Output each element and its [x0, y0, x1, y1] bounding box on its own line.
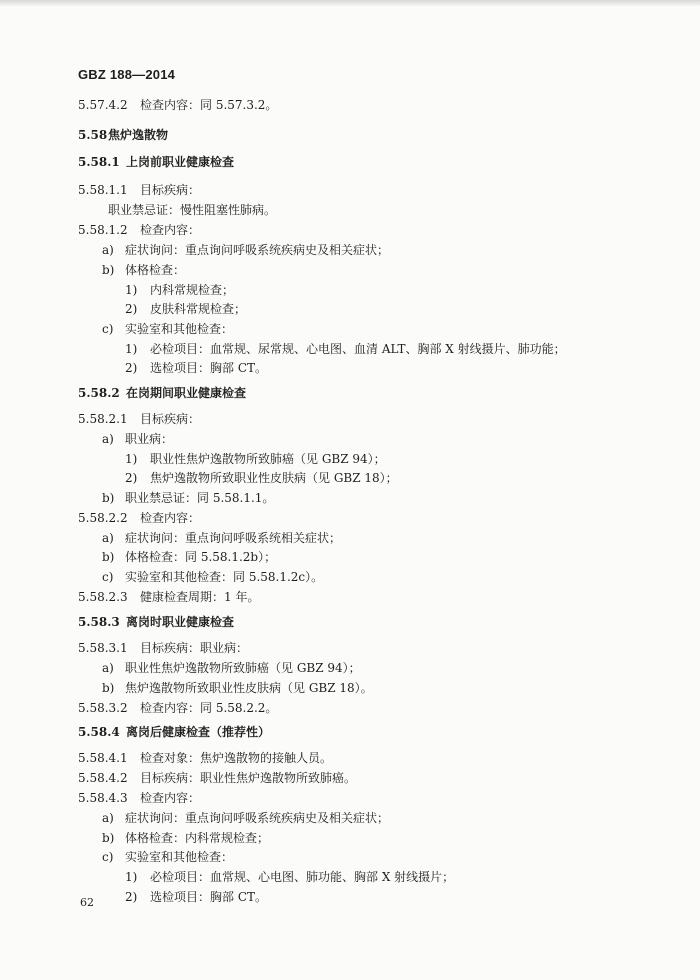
- clause-number: 1): [125, 870, 138, 884]
- clause-text: 检查对象：焦炉逸散物的接触人员。: [140, 751, 333, 765]
- clause-number: a): [102, 811, 114, 825]
- clause-number: 5.58.1.2: [78, 223, 128, 237]
- clause-text: 体格检查：: [125, 263, 186, 277]
- clause-number: 5.58.3.1: [78, 641, 128, 655]
- clause-number: b): [102, 550, 115, 564]
- clause-text: 实验室和其他检查：: [125, 850, 234, 864]
- clause-text: 焦炉逸散物所致职业性皮肤病（见 GBZ 18）。: [125, 681, 373, 695]
- clause-text: 选检项目：胸部 CT。: [150, 890, 268, 904]
- clause-number: a): [102, 432, 114, 446]
- clause-text: 目标疾病：职业病：: [140, 641, 249, 655]
- section-heading: 离岗时职业健康检查: [126, 615, 235, 629]
- section-heading: 焦炉逸散物: [108, 128, 169, 142]
- clause-text: 职业性焦炉逸散物所致肺癌（见 GBZ 94）；: [150, 452, 386, 466]
- clause-number: b): [102, 831, 115, 845]
- scan-top-edge: [0, 0, 700, 6]
- clause-number: 5.58: [78, 128, 108, 142]
- clause-text: 症状询问：重点询问呼吸系统疾病史及相关症状；: [125, 243, 390, 257]
- clause-number: 5.58.4.1: [78, 751, 128, 765]
- clause-number: c): [102, 850, 114, 864]
- clause-number: b): [102, 491, 115, 505]
- clause-text: 目标疾病：职业性焦炉逸散物所致肺癌。: [140, 771, 357, 785]
- clause-number: 1): [125, 452, 138, 466]
- section-heading: 在岗期间职业健康检查: [126, 386, 247, 400]
- clause-text: 检查内容：: [140, 791, 201, 805]
- clause-text: 目标疾病：: [140, 412, 201, 426]
- section-heading: 离岗后健康检查（推荐性）: [126, 725, 271, 739]
- clause-number: 5.58.4.2: [78, 771, 128, 785]
- clause-number: a): [102, 243, 114, 257]
- clause-number: 1): [125, 342, 138, 356]
- clause-text: 职业禁忌证：慢性阻塞性肺病。: [108, 203, 277, 217]
- clause-text: 实验室和其他检查：: [125, 322, 234, 336]
- clause-text: 健康检查周期：1 年。: [140, 590, 260, 604]
- clause-text: 选检项目：胸部 CT。: [150, 361, 268, 375]
- clause-number: 2): [125, 471, 138, 485]
- clause-text: 检查内容：: [140, 223, 201, 237]
- clause-number: 5.58.2.1: [78, 412, 128, 426]
- clause-text: 焦炉逸散物所致职业性皮肤病（见 GBZ 18）；: [150, 471, 398, 485]
- clause-text: 必检项目：血常规、尿常规、心电图、血清 ALT、胸部 X 射线摄片、肺功能；: [150, 342, 566, 356]
- clause-number: 1): [125, 283, 138, 297]
- clause-text: 职业病：: [125, 432, 174, 446]
- clause-text: 检查内容：: [140, 511, 201, 525]
- clause-text: 实验室和其他检查：同 5.58.1.2c）。: [125, 570, 324, 584]
- clause-text: 体格检查：同 5.58.1.2b）；: [125, 550, 277, 564]
- clause-number: 5.58.2: [78, 386, 120, 400]
- clause-number: 5.58.4: [78, 725, 120, 739]
- clause-text: 检查内容：同 5.58.2.2。: [140, 701, 278, 715]
- clause-number: 5.58.4.3: [78, 791, 128, 805]
- clause-text: 体格检查：内科常规检查；: [125, 831, 270, 845]
- clause-number: 5.58.2.2: [78, 511, 128, 525]
- clause-number: 2): [125, 361, 138, 375]
- clause-text: 必检项目：血常规、心电图、肺功能、胸部 X 射线摄片；: [150, 870, 455, 884]
- section-heading: 上岗前职业健康检查: [126, 155, 235, 169]
- clause-number: c): [102, 322, 114, 336]
- clause-number: 5.58.3.2: [78, 701, 128, 715]
- clause-text: 职业性焦炉逸散物所致肺癌（见 GBZ 94）；: [125, 661, 361, 675]
- clause-text: 职业禁忌证：同 5.58.1.1。: [125, 491, 275, 505]
- clause-number: a): [102, 531, 114, 545]
- clause-text: 症状询问：重点询问呼吸系统相关症状；: [125, 531, 342, 545]
- clause-number: b): [102, 263, 115, 277]
- clause-number: 5.58.1: [78, 155, 120, 169]
- page-number: 62: [80, 896, 94, 909]
- standard-header: GBZ 188—2014: [78, 67, 176, 82]
- clause-number: 2): [125, 302, 138, 316]
- clause-number: b): [102, 681, 115, 695]
- clause-number: 5.58.1.1: [78, 183, 128, 197]
- clause-text: 内科常规检查；: [150, 283, 235, 297]
- clause-text: 症状询问：重点询问呼吸系统疾病史及相关症状；: [125, 811, 390, 825]
- clause-number: 5.57.4.2: [78, 98, 128, 112]
- clause-number: c): [102, 570, 114, 584]
- clause-text: 目标疾病：: [140, 183, 201, 197]
- clause-text: 检查内容：同 5.57.3.2。: [140, 98, 278, 112]
- clause-number: a): [102, 661, 114, 675]
- clause-number: 5.58.3: [78, 615, 120, 629]
- clause-number: 5.58.2.3: [78, 590, 128, 604]
- clause-text: 皮肤科常规检查；: [150, 302, 247, 316]
- clause-number: 2): [125, 890, 138, 904]
